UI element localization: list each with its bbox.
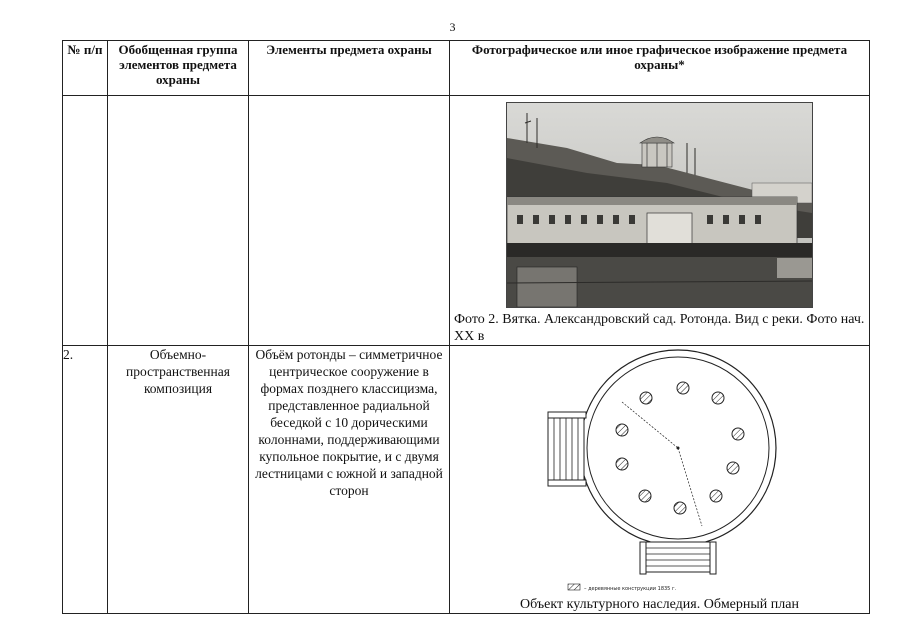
header-num: № п/п [63, 41, 108, 96]
rotunda-river-photo [507, 103, 812, 307]
plan-caption: Объект культурного наследия. Обмерный план [520, 597, 799, 612]
row2-elements: Объём ротонды – симметричное центрическое сооружение в формах позднего классицизма, представленное радиальной беседкой с 10 дорическими колоннами, поддерживающими купольное покрытие, и с двумя лестницами с южной и западной сторон [249, 346, 450, 614]
row1-group-cell [108, 96, 249, 346]
row2-image-cell [450, 346, 870, 614]
protection-table [62, 40, 870, 614]
header-image: Фотографическое или иное графическое изображение предмета охраны* [450, 41, 870, 96]
page-number: 3 [449, 20, 456, 34]
rotunda-floor-plan [450, 346, 872, 594]
row2-num: 2. [63, 346, 108, 614]
row1-num-cell [63, 96, 108, 346]
row1-elements-cell [249, 96, 450, 346]
header-elements: Элементы предмета охраны [249, 41, 450, 96]
plan-legend: – деревянные конструкции 1835 г. [584, 586, 677, 592]
row2-group: Объемно-пространственная композиция [108, 346, 249, 614]
row1-image-cell [450, 96, 870, 346]
header-group: Обобщенная группа элементов предмета охраны [108, 41, 249, 96]
table-row [63, 346, 870, 614]
historic-photo [506, 102, 813, 308]
photo-caption: Фото 2. Вятка. Александровский сад. Ротонда. Вид с реки. Фото нач. XX в [454, 312, 865, 344]
table-header-row [63, 41, 870, 96]
table-row [63, 96, 870, 346]
measured-plan [450, 346, 869, 594]
